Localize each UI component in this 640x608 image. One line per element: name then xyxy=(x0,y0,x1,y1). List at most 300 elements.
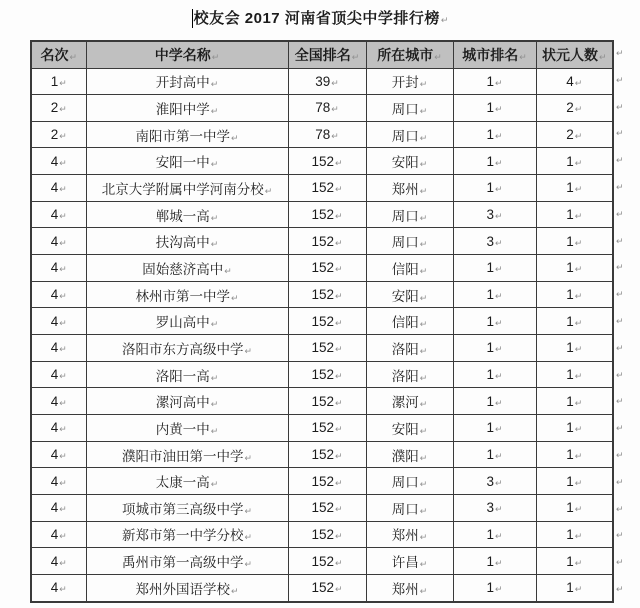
paragraph-mark-icon: ↵ xyxy=(244,559,253,570)
cell-national-rank xyxy=(288,468,366,495)
column-header-city-rank xyxy=(453,41,536,68)
cell-city xyxy=(366,548,453,575)
cell-text: 郑州外国语学校 xyxy=(135,581,230,597)
cell-top-scorer-count xyxy=(536,441,613,468)
paragraph-mark-icon: ↵ xyxy=(230,292,239,303)
cell-national-rank xyxy=(288,228,366,255)
paragraph-mark-icon: ↵ xyxy=(331,77,339,88)
row-end-marks xyxy=(616,40,630,603)
cell-rank xyxy=(31,415,86,442)
paragraph-mark-icon: ↵ xyxy=(419,479,428,490)
cell-rank xyxy=(31,308,86,335)
paragraph-mark-icon: ↵ xyxy=(59,504,67,515)
paragraph-mark-icon: ↵ xyxy=(334,451,343,462)
cell-text: 1 xyxy=(486,340,494,356)
cell-text: 4 xyxy=(50,447,59,463)
table-row xyxy=(31,228,613,255)
paragraph-mark-icon: ↵ xyxy=(434,51,442,62)
paragraph-mark-icon: ↵ xyxy=(210,399,219,410)
cell-school-name xyxy=(86,574,288,602)
cell-rank xyxy=(31,548,86,575)
cell-top-scorer-count xyxy=(536,548,613,575)
cell-city xyxy=(366,388,453,415)
row-end-mark-icon: ↵ xyxy=(616,316,624,327)
paragraph-mark-icon: ↵ xyxy=(334,584,343,595)
paragraph-mark-icon: ↵ xyxy=(494,424,503,435)
cell-text: 4 xyxy=(50,287,59,303)
paragraph-mark-icon: ↵ xyxy=(334,371,343,382)
cell-school-name xyxy=(86,201,288,228)
cell-city xyxy=(366,281,453,308)
paragraph-mark-icon: ↵ xyxy=(419,559,428,570)
table-row xyxy=(31,201,613,228)
paragraph-mark-icon: ↵ xyxy=(334,424,343,435)
cell-text: 全国排名 xyxy=(294,46,351,63)
cell-text: 1 xyxy=(486,260,494,276)
cell-rank xyxy=(31,228,86,255)
cell-text: 1 xyxy=(566,340,574,356)
paragraph-mark-icon: ↵ xyxy=(334,344,343,355)
cell-national-rank xyxy=(288,148,366,175)
cell-city-rank xyxy=(453,228,536,255)
cell-text: 1 xyxy=(566,580,574,596)
paragraph-mark-icon: ↵ xyxy=(419,532,428,543)
table-row xyxy=(31,361,613,388)
row-end-mark-icon: ↵ xyxy=(616,503,624,514)
cell-text: 4 xyxy=(50,393,59,409)
cell-text: 152 xyxy=(311,473,334,489)
cell-text: 1 xyxy=(486,100,494,116)
cell-text: 4 xyxy=(566,73,574,89)
paragraph-mark-icon: ↵ xyxy=(574,77,583,88)
cell-city xyxy=(366,441,453,468)
row-end-mark-icon: ↵ xyxy=(616,155,624,166)
paragraph-mark-icon: ↵ xyxy=(59,104,67,115)
table-row xyxy=(31,548,613,575)
cell-city-rank xyxy=(453,121,536,148)
paragraph-mark-icon: ↵ xyxy=(494,264,503,275)
paragraph-mark-icon: ↵ xyxy=(334,397,343,408)
cell-city-rank xyxy=(453,201,536,228)
row-end-mark-icon: ↵ xyxy=(616,396,624,407)
paragraph-mark-icon: ↵ xyxy=(574,557,583,568)
cell-text: 1 xyxy=(566,447,574,463)
paragraph-mark-icon: ↵ xyxy=(574,237,583,248)
paragraph-mark-icon: ↵ xyxy=(334,157,343,168)
cell-text: 1 xyxy=(486,180,494,196)
cell-top-scorer-count xyxy=(536,574,613,602)
cell-school-name xyxy=(86,121,288,148)
table-row xyxy=(31,95,613,122)
paragraph-mark-icon: ↵ xyxy=(494,184,503,195)
table-row xyxy=(31,468,613,495)
cell-national-rank xyxy=(288,201,366,228)
paragraph-mark-icon: ↵ xyxy=(59,584,67,595)
paragraph-mark-icon: ↵ xyxy=(574,477,583,488)
cell-top-scorer-count xyxy=(536,175,613,202)
paragraph-mark-icon: ↵ xyxy=(494,530,503,541)
cell-national-rank xyxy=(288,495,366,522)
cell-rank xyxy=(31,361,86,388)
paragraph-mark-icon: ↵ xyxy=(59,530,67,541)
cell-text: 152 xyxy=(311,207,334,223)
cell-text: 周口 xyxy=(391,128,419,144)
paragraph-mark-icon: ↵ xyxy=(59,557,67,568)
cell-text: 淮阳中学 xyxy=(155,101,210,117)
cell-text: 4 xyxy=(50,473,59,489)
cell-text: 周口 xyxy=(391,208,419,224)
cell-text: 安阳 xyxy=(391,155,419,171)
cell-text: 1 xyxy=(486,127,494,143)
cell-school-name xyxy=(86,388,288,415)
paragraph-mark-icon: ↵ xyxy=(224,265,232,276)
table-row xyxy=(31,335,613,362)
cell-text: 1 xyxy=(486,367,494,383)
paragraph-mark-icon: ↵ xyxy=(519,51,527,62)
cell-text: 1 xyxy=(566,500,574,516)
paragraph-mark-icon: ↵ xyxy=(334,184,343,195)
paragraph-mark-icon: ↵ xyxy=(210,159,219,170)
cell-national-rank xyxy=(288,121,366,148)
column-header-national-rank xyxy=(288,41,366,68)
paragraph-mark-icon: ↵ xyxy=(574,371,583,382)
paragraph-mark-icon: ↵ xyxy=(494,557,503,568)
cell-city-rank xyxy=(453,468,536,495)
paragraph-mark-icon: ↵ xyxy=(59,477,67,488)
cell-top-scorer-count xyxy=(536,308,613,335)
paragraph-mark-icon: ↵ xyxy=(59,291,67,302)
cell-text: 太康一高 xyxy=(155,475,210,491)
cell-text: 1 xyxy=(486,580,494,596)
table-header xyxy=(31,41,613,68)
cell-city xyxy=(366,574,453,602)
cell-text: 152 xyxy=(311,367,334,383)
cell-text: 152 xyxy=(311,580,334,596)
cell-city xyxy=(366,228,453,255)
paragraph-mark-icon: ↵ xyxy=(419,319,428,330)
cell-text: 152 xyxy=(311,233,334,249)
cell-text: 濮阳市油田第一中学 xyxy=(121,448,244,464)
paragraph-mark-icon: ↵ xyxy=(494,291,503,302)
paragraph-mark-icon: ↵ xyxy=(494,397,503,408)
cell-city-rank xyxy=(453,548,536,575)
cell-text: 所在城市 xyxy=(377,46,434,63)
paragraph-mark-icon: ↵ xyxy=(494,451,503,462)
cell-text: 152 xyxy=(311,180,334,196)
cell-text: 4 xyxy=(50,553,59,569)
paragraph-mark-icon: ↵ xyxy=(574,530,583,541)
cell-text: 1 xyxy=(486,420,494,436)
cell-school-name xyxy=(86,228,288,255)
cell-text: 周口 xyxy=(391,235,419,251)
cell-text: 152 xyxy=(311,260,334,276)
cell-text: 城市排名 xyxy=(462,46,519,63)
cell-city xyxy=(366,335,453,362)
cell-text: 1 xyxy=(566,393,574,409)
column-header-school-name xyxy=(86,41,288,68)
cell-city xyxy=(366,201,453,228)
paragraph-mark-icon: ↵ xyxy=(419,159,428,170)
cell-national-rank xyxy=(288,521,366,548)
paragraph-mark-icon: ↵ xyxy=(494,477,503,488)
paragraph-mark-icon: ↵ xyxy=(59,237,67,248)
cell-rank xyxy=(31,148,86,175)
cell-text: 开封 xyxy=(391,75,419,91)
cell-national-rank xyxy=(288,574,366,602)
cell-text: 1 xyxy=(566,153,574,169)
cell-text: 1 xyxy=(486,393,494,409)
table-row xyxy=(31,521,613,548)
cell-school-name xyxy=(86,255,288,282)
table-row xyxy=(31,148,613,175)
cell-school-name xyxy=(86,361,288,388)
cell-text: 漯河 xyxy=(391,395,419,411)
cell-city xyxy=(366,95,453,122)
cell-text: 152 xyxy=(311,500,334,516)
cell-rank xyxy=(31,521,86,548)
paragraph-mark-icon: ↵ xyxy=(419,372,428,383)
cell-text: 内黄一中 xyxy=(155,421,210,437)
paragraph-mark-icon: ↵ xyxy=(59,77,67,88)
paragraph-mark-icon: ↵ xyxy=(210,79,219,90)
cell-national-rank xyxy=(288,415,366,442)
paragraph-mark-icon: ↵ xyxy=(574,104,583,115)
cell-school-name xyxy=(86,281,288,308)
cell-text: 安阳一中 xyxy=(155,155,210,171)
cell-school-name xyxy=(86,468,288,495)
paragraph-mark-icon: ↵ xyxy=(59,424,67,435)
paragraph-mark-icon: ↵ xyxy=(494,104,503,115)
table-row xyxy=(31,121,613,148)
cell-text: 1 xyxy=(486,313,494,329)
cell-school-name xyxy=(86,335,288,362)
cell-text: 北京大学附属中学河南分校 xyxy=(101,181,264,197)
paragraph-mark-icon: ↵ xyxy=(59,264,67,275)
cell-text: 4 xyxy=(50,313,59,329)
paragraph-mark-icon: ↵ xyxy=(419,292,428,303)
row-end-mark-icon: ↵ xyxy=(616,369,624,380)
cell-city-rank xyxy=(453,361,536,388)
cell-text: 78 xyxy=(315,127,331,143)
cell-city-rank xyxy=(453,308,536,335)
cell-text: 1 xyxy=(486,526,494,542)
cell-city-rank xyxy=(453,255,536,282)
row-end-mark-icon: ↵ xyxy=(616,74,624,85)
paragraph-mark-icon: ↵ xyxy=(59,451,67,462)
cell-text: 152 xyxy=(311,553,334,569)
cell-text: 3 xyxy=(486,473,494,489)
cell-text: 信阳 xyxy=(391,315,419,331)
row-end-mark-icon: ↵ xyxy=(616,235,624,246)
cell-national-rank xyxy=(288,388,366,415)
cell-national-rank xyxy=(288,308,366,335)
row-end-mark-icon: ↵ xyxy=(616,584,624,595)
table-header-row xyxy=(31,41,613,68)
cell-school-name xyxy=(86,441,288,468)
cell-city-rank xyxy=(453,388,536,415)
cell-text: 固始慈济高中 xyxy=(142,261,224,277)
cell-city xyxy=(366,468,453,495)
cell-city-rank xyxy=(453,495,536,522)
cell-text: 状元人数 xyxy=(541,46,598,63)
cell-city xyxy=(366,495,453,522)
cell-school-name xyxy=(86,308,288,335)
row-end-mark-icon: ↵ xyxy=(616,530,624,541)
paragraph-mark-icon: ↵ xyxy=(59,211,67,222)
cell-text: 1 xyxy=(566,207,574,223)
cell-text: 1 xyxy=(566,180,574,196)
cell-school-name xyxy=(86,95,288,122)
cell-city-rank xyxy=(453,574,536,602)
cell-text: 1 xyxy=(566,233,574,249)
paragraph-mark-icon: ↵ xyxy=(59,157,67,168)
cell-city-rank xyxy=(453,415,536,442)
cell-text: 2 xyxy=(566,127,574,143)
cell-rank xyxy=(31,388,86,415)
paragraph-mark-icon: ↵ xyxy=(419,452,428,463)
cell-top-scorer-count xyxy=(536,228,613,255)
cell-text: 152 xyxy=(311,313,334,329)
cell-text: 78 xyxy=(315,100,331,116)
cell-text: 1 xyxy=(566,260,574,276)
cell-text: 开封高中 xyxy=(155,75,210,91)
paragraph-mark-icon: ↵ xyxy=(334,317,343,328)
cell-text: 4 xyxy=(50,207,59,223)
cell-text: 4 xyxy=(50,526,59,542)
paragraph-mark-icon: ↵ xyxy=(59,131,67,142)
paragraph-mark-icon: ↵ xyxy=(494,317,503,328)
cell-rank xyxy=(31,495,86,522)
paragraph-mark-icon: ↵ xyxy=(59,397,67,408)
cell-city-rank xyxy=(453,68,536,95)
cell-text: 周口 xyxy=(391,475,419,491)
cell-city-rank xyxy=(453,335,536,362)
table-row xyxy=(31,281,613,308)
row-end-mark-icon: ↵ xyxy=(616,450,624,461)
paragraph-mark-icon: ↵ xyxy=(494,237,503,248)
table-body xyxy=(31,68,613,602)
table-row xyxy=(31,388,613,415)
paragraph-mark-icon: ↵ xyxy=(494,157,503,168)
cell-text: 4 xyxy=(50,180,59,196)
cell-text: 4 xyxy=(50,580,59,596)
cell-top-scorer-count xyxy=(536,121,613,148)
table-row xyxy=(31,308,613,335)
cell-top-scorer-count xyxy=(536,335,613,362)
row-end-mark-icon: ↵ xyxy=(616,128,624,139)
cell-text: 1 xyxy=(486,73,494,89)
cell-city xyxy=(366,308,453,335)
paragraph-mark-icon: ↵ xyxy=(334,557,343,568)
cell-text: 洛阳市东方高级中学 xyxy=(121,341,244,357)
paragraph-mark-icon: ↵ xyxy=(574,184,583,195)
cell-text: 152 xyxy=(311,393,334,409)
row-end-mark-icon: ↵ xyxy=(616,557,624,568)
row-end-mark-icon: ↵ xyxy=(616,423,624,434)
cell-top-scorer-count xyxy=(536,361,613,388)
paragraph-mark-icon: ↵ xyxy=(331,131,339,142)
paragraph-mark-icon: ↵ xyxy=(419,585,428,596)
cell-city-rank xyxy=(453,441,536,468)
cell-national-rank xyxy=(288,361,366,388)
cell-top-scorer-count xyxy=(536,201,613,228)
cell-city-rank xyxy=(453,281,536,308)
cell-text: 2 xyxy=(50,100,59,116)
cell-text: 名次 xyxy=(40,46,69,63)
paragraph-mark-icon: ↵ xyxy=(59,344,67,355)
cell-school-name xyxy=(86,495,288,522)
cell-rank xyxy=(31,121,86,148)
paragraph-mark-icon: ↵ xyxy=(494,371,503,382)
cell-text: 1 xyxy=(486,287,494,303)
paragraph-mark-icon: ↵ xyxy=(440,15,449,25)
cell-city-rank xyxy=(453,95,536,122)
paragraph-mark-icon: ↵ xyxy=(419,79,428,90)
paragraph-mark-icon: ↵ xyxy=(598,51,607,62)
paragraph-mark-icon: ↵ xyxy=(574,344,583,355)
paragraph-mark-icon: ↵ xyxy=(419,132,428,143)
row-end-mark-icon: ↵ xyxy=(616,476,624,487)
cell-text: 项城市第三高级中学 xyxy=(121,501,244,517)
cell-rank xyxy=(31,281,86,308)
cell-rank xyxy=(31,574,86,602)
cell-text: 4 xyxy=(50,340,59,356)
cell-text: 3 xyxy=(486,500,494,516)
cell-text: 152 xyxy=(311,340,334,356)
cell-text: 1 xyxy=(566,287,574,303)
paragraph-mark-icon: ↵ xyxy=(210,105,219,116)
table-row xyxy=(31,255,613,282)
cell-text: 周口 xyxy=(391,101,419,117)
row-end-mark-icon: ↵ xyxy=(616,342,624,353)
paragraph-mark-icon: ↵ xyxy=(574,424,583,435)
cell-text: 许昌 xyxy=(391,555,419,571)
cell-top-scorer-count xyxy=(536,468,613,495)
page-title: 校友会 2017 河南省顶尖中学排行榜 xyxy=(193,10,440,27)
ranking-table xyxy=(30,40,614,603)
paragraph-mark-icon: ↵ xyxy=(210,212,219,223)
cell-text: 3 xyxy=(486,207,494,223)
cell-text: 1 xyxy=(566,420,574,436)
cell-text: 郸城一高 xyxy=(155,208,210,224)
cell-text: 南阳市第一中学 xyxy=(135,128,230,144)
cell-rank xyxy=(31,201,86,228)
paragraph-mark-icon: ↵ xyxy=(334,264,343,275)
paragraph-mark-icon: ↵ xyxy=(574,131,583,142)
cell-city-rank xyxy=(453,148,536,175)
column-header-city xyxy=(366,41,453,68)
cell-text: 4 xyxy=(50,260,59,276)
row-end-mark-icon: ↵ xyxy=(616,262,624,273)
paragraph-mark-icon: ↵ xyxy=(334,237,343,248)
paragraph-mark-icon: ↵ xyxy=(244,505,253,516)
paragraph-mark-icon: ↵ xyxy=(494,211,503,222)
cell-rank xyxy=(31,441,86,468)
cell-text: 扶沟高中 xyxy=(155,235,210,251)
cell-city-rank xyxy=(453,521,536,548)
cell-text: 152 xyxy=(311,420,334,436)
paragraph-mark-icon: ↵ xyxy=(419,212,428,223)
paragraph-mark-icon: ↵ xyxy=(230,585,239,596)
table-row xyxy=(31,415,613,442)
cell-text: 152 xyxy=(311,287,334,303)
paragraph-mark-icon: ↵ xyxy=(494,131,503,142)
paragraph-mark-icon: ↵ xyxy=(244,345,253,356)
cell-top-scorer-count xyxy=(536,68,613,95)
cell-text: 郑州 xyxy=(391,581,419,597)
paragraph-mark-icon: ↵ xyxy=(574,584,583,595)
cell-national-rank xyxy=(288,335,366,362)
